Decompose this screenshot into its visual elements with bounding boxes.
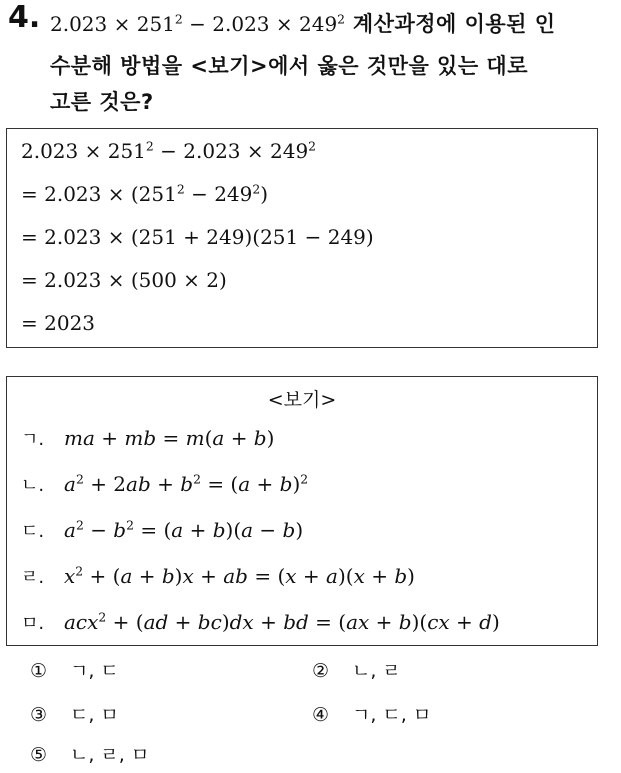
calculation-box (6, 128, 598, 348)
question-line-1 (50, 8, 556, 38)
examples-title: <보기> (267, 389, 337, 411)
choice-number: ③ (30, 704, 48, 726)
example-row-4 (21, 563, 415, 589)
choice-4[interactable] (312, 700, 431, 727)
choice-text: ㄱ, ㄷ (70, 660, 119, 682)
example-formula: $a^2 - b^2 = (a + b)(a - b)$ (64, 517, 304, 542)
question-line-1-text: 계산과정에 이용된 인 (352, 12, 556, 36)
choice-3[interactable] (30, 700, 119, 727)
question-line-3: 고른 것은? (50, 90, 154, 114)
calc-step-1: $2.023 \times 251^2 - 2.023 \times 249^2$ (21, 138, 317, 163)
examples-box (6, 376, 598, 646)
example-label: ㄱ. (21, 429, 45, 450)
question-number: 4. (8, 0, 41, 35)
choice-number: ④ (312, 704, 330, 726)
example-label: ㅁ. (21, 613, 45, 634)
choice-1[interactable] (30, 656, 119, 683)
example-formula: $a^2 + 2ab + b^2 = (a + b)^2$ (64, 471, 309, 496)
example-formula: ma + mb = m(a + b) (64, 426, 275, 450)
question-expression: $2.023 \times 251^2 - 2.023 \times 249^2$ (50, 11, 346, 36)
choice-2[interactable] (312, 656, 401, 683)
choice-text: ㄱ, ㄷ, ㅁ (352, 704, 432, 726)
example-row-1 (21, 425, 274, 451)
question-line-2: 수분해 방법을 <보기>에서 옳은 것만을 있는 대로 (50, 54, 528, 78)
example-row-2 (21, 471, 308, 497)
example-label: ㄴ. (21, 475, 45, 496)
example-row-3 (21, 517, 303, 543)
example-formula: $x^2 + (a + b)x$ + ab = (x + a)(x + b) (64, 563, 415, 588)
choice-number: ① (30, 660, 48, 682)
choice-text: ㄷ, ㅁ (70, 704, 119, 726)
calc-step-3: = 2.023 × (251 + 249)(251 − 249) (21, 225, 374, 249)
choice-text: ㄴ, ㄹ (352, 660, 401, 682)
calc-step-5: = 2023 (21, 311, 96, 335)
choice-text: ㄴ, ㄹ, ㅁ (70, 744, 150, 766)
choice-number: ② (312, 660, 330, 682)
calc-step-4: = 2.023 × (500 × 2) (21, 268, 227, 292)
example-formula: acx$^2$ + (ad + bc)dx + bd = (ax + b)(cx + d) (64, 609, 500, 634)
example-row-5 (21, 609, 500, 635)
calc-step-2: = $2.023 \times (251^2 - 249^2)$ (21, 181, 269, 206)
choice-5[interactable] (30, 740, 149, 767)
example-label: ㄹ. (21, 567, 45, 588)
example-label: ㄷ. (21, 521, 45, 542)
choice-number: ⑤ (30, 744, 48, 766)
